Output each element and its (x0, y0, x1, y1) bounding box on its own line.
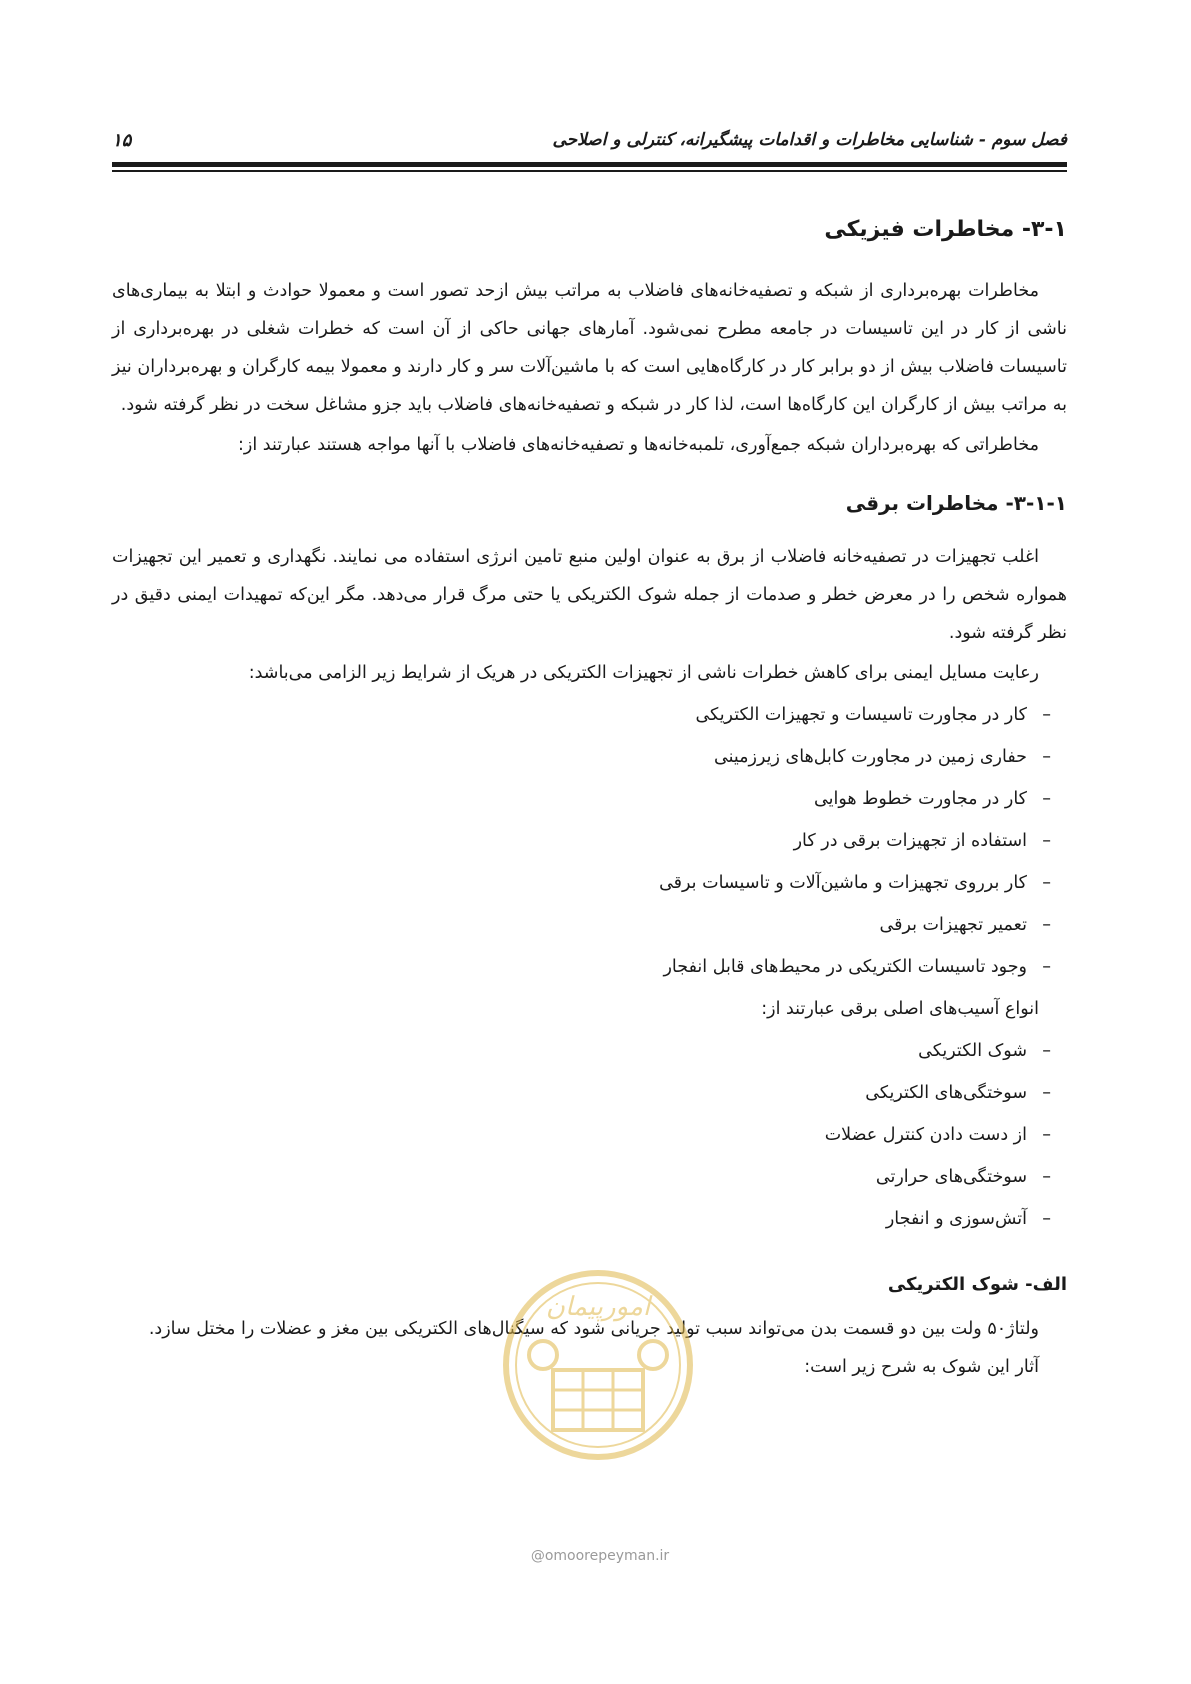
list-item: – سوختگی‌های الکتریکی (112, 1072, 1067, 1114)
subsection-heading: ۳-۱-۱- مخاطرات برقی (845, 491, 1067, 515)
list2-intro: انواع آسیب‌های اصلی برقی عبارتند از: (761, 999, 1039, 1019)
list-item: – از دست دادن کنترل عضلات (112, 1114, 1067, 1156)
subsection-paragraph-1: اغلب تجهیزات در تصفیه‌خانه فاضلاب از برق به عنوان اولین منبع تامین انرژی استفاده می نمایند. نگهداری و تعمیر این تجهیزات همواره شخص را در معرض خطر و صدمات از جمله شوک الکتریکی یا حتی مرگ قرار می‌دهد. مگر این‌که تمهیدات ایمنی دقیق در نظر گرفته شود. (112, 547, 1067, 643)
watermark-url: @omoorepeyman.ir (530, 1548, 670, 1564)
dash-bullet: – (1042, 1209, 1051, 1229)
list-item: – حفاری زمین در مجاورت کابل‌های زیرزمینی (112, 736, 1067, 778)
dash-bullet: – (1042, 957, 1051, 977)
list-item: – آتش‌سوزی و انفجار (112, 1198, 1067, 1240)
list-item: – وجود تاسیسات الکتریکی در محیط‌های قابل انفجار (112, 946, 1067, 988)
list1-intro: رعایت مسایل ایمنی برای کاهش خطرات ناشی از تجهیزات الکتریکی در هریک از شرایط زیر الزامی می‌باشد: (248, 663, 1039, 683)
list-item: – کار در مجاورت خطوط هوایی (112, 778, 1067, 820)
list-item: – تعمیر تجهیزات برقی (112, 904, 1067, 946)
section-paragraph-1: مخاطرات بهره‌برداری از شبکه و تصفیه‌خانه‌های فاضلاب به مراتب بیش ازحد تصور است و معمولا حوادث و ابتلا به بیماری‌های ناشی از کار در این تاسیسات در جامعه مطرح نمی‌شود. آمارهای جهانی حاکی از آن است که خطرات شغلی در بهره‌برداری از تاسیسات فاضلاب بیش از دو برابر کار در کارگاه‌هایی است که با ماشین‌آلات سر و کار دارند و معمولا بیمه کارگران و بهره‌برداران نیز به مراتب بیش از کارگران این کارگاه‌ها است، لذا کار در شبکه و تصفیه‌خانه‌های فاضلاب باید جزو مشاغل سخت در نظر گرفته شود. (112, 281, 1067, 415)
dash-bullet: – (1042, 1167, 1051, 1187)
shock-paragraph-1: ولتاژ۵۰ ولت بین دو قسمت بدن می‌تواند سبب تولید جریانی شود که سیگنال‌های الکتریکی بین مغز و عضلات را مختل سازد. (148, 1319, 1039, 1339)
body-text (112, 210, 1067, 1386)
list-item: – سوختگی‌های حرارتی (112, 1156, 1067, 1198)
header-rule-thick (112, 162, 1067, 167)
header-rule-thin (112, 170, 1067, 172)
section-heading: ۳-۱- مخاطرات فیزیکی (824, 217, 1067, 242)
dash-bullet: – (1042, 915, 1051, 935)
shock-paragraph-2: آثار این شوک به شرح زیر است: (804, 1357, 1039, 1377)
chapter-title: فصل سوم - شناسایی مخاطرات و اقدامات پیشگیرانه، کنترلی و اصلاحی (552, 130, 1067, 150)
watermark-text: امورپیمان (545, 1292, 651, 1322)
dash-bullet: – (1042, 747, 1051, 767)
dash-bullet: – (1042, 873, 1051, 893)
list-item: – کار برروی تجهیزات و ماشین‌آلات و تاسیسات برقی (112, 862, 1067, 904)
dash-bullet: – (1042, 1041, 1051, 1061)
dash-bullet: – (1042, 1083, 1051, 1103)
electrical-injuries-list (112, 1030, 1067, 1240)
running-header (112, 128, 1067, 160)
shock-heading: الف- شوک الکتریکی (887, 1274, 1067, 1295)
dash-bullet: – (1042, 789, 1051, 809)
section-paragraph-2: مخاطراتی که بهره‌برداران شبکه جمع‌آوری، تلمبه‌خانه‌ها و تصفیه‌خانه‌های فاضلاب با آنها مواجه هستند عبارتند از: (238, 435, 1039, 455)
dash-bullet: – (1042, 705, 1051, 725)
list-item: – کار در مجاورت تاسیسات و تجهیزات الکتریکی (112, 694, 1067, 736)
dash-bullet: – (1042, 1125, 1051, 1145)
page-number: ۱۵ (112, 130, 132, 151)
list-item: – شوک الکتریکی (112, 1030, 1067, 1072)
dash-bullet: – (1042, 831, 1051, 851)
list-item: – استفاده از تجهیزات برقی در کار (112, 820, 1067, 862)
electrical-conditions-list (112, 694, 1067, 988)
